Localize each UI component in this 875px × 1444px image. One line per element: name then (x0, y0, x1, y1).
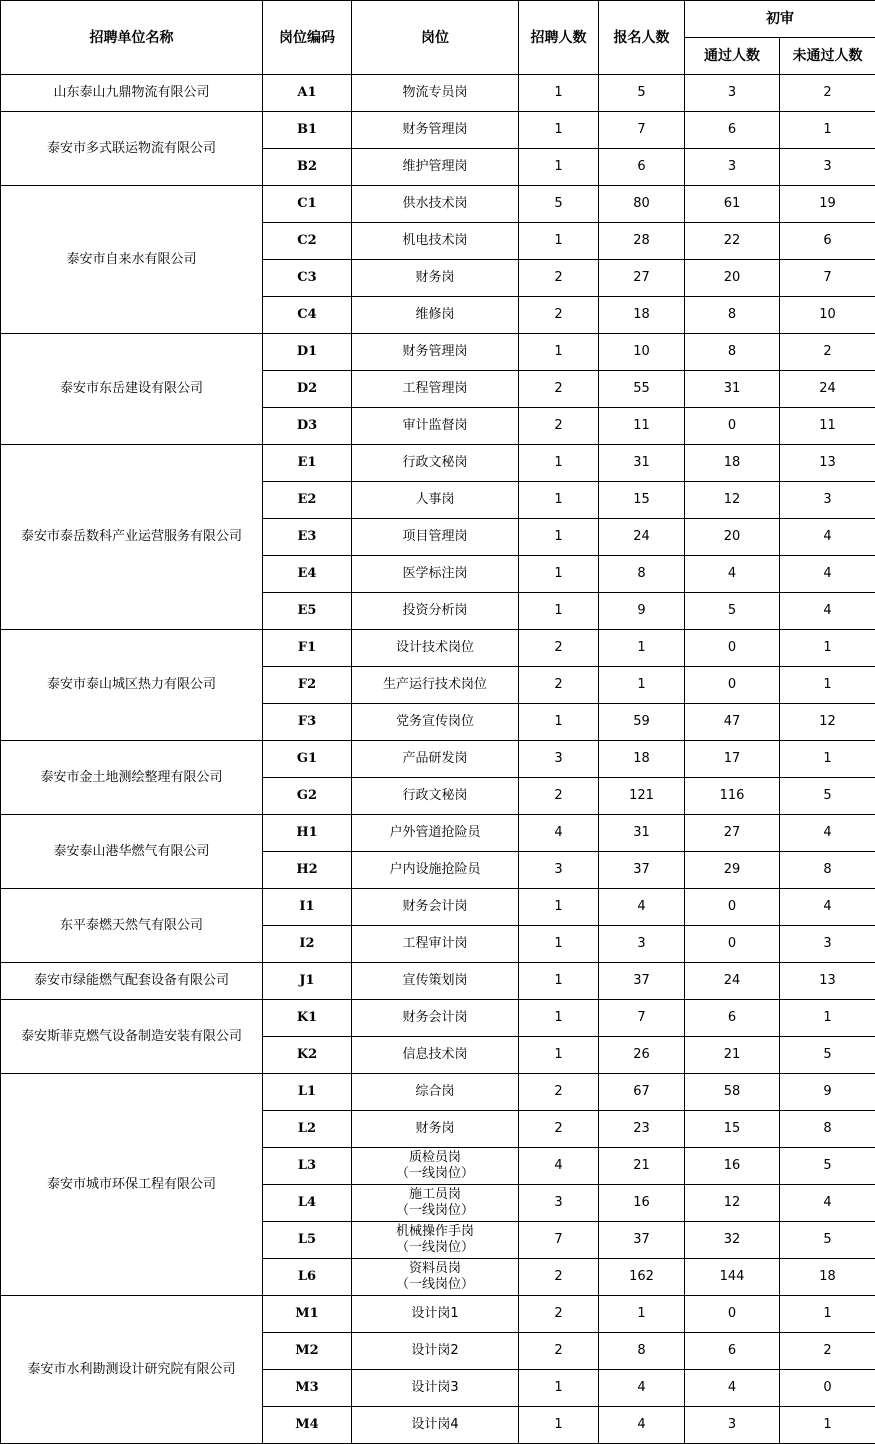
unit-name-cell: 泰安市东岳建设有限公司 (1, 334, 263, 445)
applied-count-cell: 4 (599, 889, 685, 926)
failed-count-cell: 1 (780, 667, 875, 704)
failed-count-cell: 8 (780, 1111, 875, 1148)
table-body (1, 75, 875, 1444)
table-row (1, 741, 875, 778)
passed-count-cell: 6 (685, 112, 780, 149)
recruit-count-cell: 2 (519, 778, 599, 815)
applied-count-cell: 31 (599, 445, 685, 482)
failed-count-cell: 3 (780, 482, 875, 519)
failed-count-cell: 11 (780, 408, 875, 445)
position-name: 产品研发岗 (402, 751, 468, 766)
unit-name-cell: 泰安泰山港华燃气有限公司 (1, 815, 263, 889)
position-code-cell: E1 (263, 445, 352, 482)
position-name: 党务宣传岗位 (395, 714, 474, 729)
failed-count-cell: 1 (780, 630, 875, 667)
position-name: 机械操作手岗 (395, 1224, 474, 1239)
applied-count-cell: 8 (599, 556, 685, 593)
recruit-count-cell: 5 (519, 186, 599, 223)
applied-count-cell: 27 (599, 260, 685, 297)
position-cell (352, 852, 519, 889)
applied-count-cell: 21 (599, 1148, 685, 1185)
recruit-count-cell: 1 (519, 223, 599, 260)
position-name: 设计岗3 (411, 1380, 459, 1395)
applied-count-cell: 24 (599, 519, 685, 556)
position-name: 财务管理岗 (402, 122, 468, 137)
position-name: 户内设施抢险员 (389, 862, 481, 877)
position-cell (352, 556, 519, 593)
failed-count-cell: 3 (780, 926, 875, 963)
position-code-cell: C1 (263, 186, 352, 223)
unit-name-cell: 泰安市泰山城区热力有限公司 (1, 630, 263, 741)
position-cell (352, 1037, 519, 1074)
recruit-count-cell: 1 (519, 963, 599, 1000)
applied-count-cell: 7 (599, 112, 685, 149)
table-row (1, 815, 875, 852)
passed-count-cell: 116 (685, 778, 780, 815)
table-row (1, 963, 875, 1000)
position-code-cell: E2 (263, 482, 352, 519)
position-cell (352, 1111, 519, 1148)
position-cell (352, 75, 519, 112)
position-cell (352, 926, 519, 963)
position-code-cell: H2 (263, 852, 352, 889)
header-applied: 报名人数 (599, 1, 685, 75)
unit-name-cell: 泰安市泰岳数科产业运营服务有限公司 (1, 445, 263, 630)
position-name: 工程管理岗 (402, 381, 468, 396)
position-code-cell: G1 (263, 741, 352, 778)
recruit-count-cell: 1 (519, 704, 599, 741)
position-cell (352, 1259, 519, 1296)
header-position: 岗位 (352, 1, 519, 75)
position-code-cell: L2 (263, 1111, 352, 1148)
passed-count-cell: 3 (685, 75, 780, 112)
recruit-count-cell: 1 (519, 1037, 599, 1074)
applied-count-cell: 18 (599, 297, 685, 334)
position-note: （一线岗位） (395, 1166, 474, 1181)
position-code-cell: L4 (263, 1185, 352, 1222)
position-code-cell: C3 (263, 260, 352, 297)
passed-count-cell: 0 (685, 926, 780, 963)
recruit-count-cell: 2 (519, 1296, 599, 1333)
position-cell (352, 223, 519, 260)
failed-count-cell: 1 (780, 112, 875, 149)
failed-count-cell: 4 (780, 815, 875, 852)
recruit-count-cell: 1 (519, 334, 599, 371)
recruit-count-cell: 2 (519, 1074, 599, 1111)
position-code-cell: E4 (263, 556, 352, 593)
passed-count-cell: 24 (685, 963, 780, 1000)
applied-count-cell: 10 (599, 334, 685, 371)
applied-count-cell: 28 (599, 223, 685, 260)
failed-count-cell: 13 (780, 445, 875, 482)
recruit-count-cell: 1 (519, 519, 599, 556)
failed-count-cell: 4 (780, 1185, 875, 1222)
unit-name-cell: 泰安市水利勘测设计研究院有限公司 (1, 1296, 263, 1444)
passed-count-cell: 58 (685, 1074, 780, 1111)
recruit-count-cell: 2 (519, 667, 599, 704)
recruit-count-cell: 3 (519, 852, 599, 889)
position-name: 行政文秘岗 (402, 455, 468, 470)
applied-count-cell: 1 (599, 630, 685, 667)
position-name: 维护管理岗 (402, 159, 468, 174)
recruit-count-cell: 1 (519, 75, 599, 112)
failed-count-cell: 10 (780, 297, 875, 334)
position-name: 项目管理岗 (402, 529, 468, 544)
position-code-cell: M1 (263, 1296, 352, 1333)
failed-count-cell: 1 (780, 1000, 875, 1037)
table-row (1, 334, 875, 371)
recruit-count-cell: 1 (519, 556, 599, 593)
passed-count-cell: 17 (685, 741, 780, 778)
applied-count-cell: 16 (599, 1185, 685, 1222)
position-cell (352, 1185, 519, 1222)
position-name: 质检员岗 (408, 1150, 461, 1165)
position-code-cell: E5 (263, 593, 352, 630)
applied-count-cell: 6 (599, 149, 685, 186)
applied-count-cell: 15 (599, 482, 685, 519)
passed-count-cell: 32 (685, 1222, 780, 1259)
passed-count-cell: 3 (685, 149, 780, 186)
failed-count-cell: 0 (780, 1370, 875, 1407)
position-code-cell: B2 (263, 149, 352, 186)
failed-count-cell: 24 (780, 371, 875, 408)
recruit-count-cell: 2 (519, 1333, 599, 1370)
passed-count-cell: 61 (685, 186, 780, 223)
applied-count-cell: 7 (599, 1000, 685, 1037)
passed-count-cell: 47 (685, 704, 780, 741)
recruit-count-cell: 1 (519, 149, 599, 186)
position-name: 财务管理岗 (402, 344, 468, 359)
recruit-count-cell: 1 (519, 1407, 599, 1444)
failed-count-cell: 2 (780, 1333, 875, 1370)
table-row (1, 1000, 875, 1037)
position-name: 施工员岗 (408, 1187, 461, 1202)
position-cell (352, 149, 519, 186)
passed-count-cell: 27 (685, 815, 780, 852)
position-code-cell: D3 (263, 408, 352, 445)
passed-count-cell: 0 (685, 667, 780, 704)
passed-count-cell: 4 (685, 1370, 780, 1407)
unit-name-cell: 泰安市金土地测绘整理有限公司 (1, 741, 263, 815)
position-name: 财务岗 (415, 270, 455, 285)
failed-count-cell: 4 (780, 519, 875, 556)
position-name: 财务会计岗 (402, 899, 468, 914)
passed-count-cell: 0 (685, 889, 780, 926)
applied-count-cell: 37 (599, 963, 685, 1000)
header-code: 岗位编码 (263, 1, 352, 75)
recruit-count-cell: 2 (519, 1111, 599, 1148)
recruit-count-cell: 1 (519, 482, 599, 519)
recruit-count-cell: 4 (519, 1148, 599, 1185)
position-code-cell: D2 (263, 371, 352, 408)
unit-name-cell: 东平泰燃天然气有限公司 (1, 889, 263, 963)
failed-count-cell: 1 (780, 741, 875, 778)
position-name: 行政文秘岗 (402, 788, 468, 803)
position-name: 工程审计岗 (402, 936, 468, 951)
position-cell (352, 889, 519, 926)
table-row (1, 445, 875, 482)
position-code-cell: I1 (263, 889, 352, 926)
applied-count-cell: 11 (599, 408, 685, 445)
position-cell (352, 519, 519, 556)
passed-count-cell: 15 (685, 1111, 780, 1148)
position-cell (352, 334, 519, 371)
position-name: 维修岗 (415, 307, 455, 322)
position-name: 生产运行技术岗位 (382, 677, 487, 692)
applied-count-cell: 18 (599, 741, 685, 778)
position-cell (352, 1148, 519, 1185)
unit-name-cell: 泰安市多式联运物流有限公司 (1, 112, 263, 186)
position-code-cell: K2 (263, 1037, 352, 1074)
position-code-cell: J1 (263, 963, 352, 1000)
position-code-cell: C4 (263, 297, 352, 334)
position-code-cell: E3 (263, 519, 352, 556)
position-name: 机电技术岗 (402, 233, 468, 248)
failed-count-cell: 4 (780, 556, 875, 593)
applied-count-cell: 5 (599, 75, 685, 112)
passed-count-cell: 29 (685, 852, 780, 889)
passed-count-cell: 4 (685, 556, 780, 593)
failed-count-cell: 12 (780, 704, 875, 741)
failed-count-cell: 4 (780, 889, 875, 926)
recruit-count-cell: 2 (519, 630, 599, 667)
passed-count-cell: 5 (685, 593, 780, 630)
failed-count-cell: 1 (780, 1296, 875, 1333)
passed-count-cell: 18 (685, 445, 780, 482)
passed-count-cell: 22 (685, 223, 780, 260)
position-code-cell: D1 (263, 334, 352, 371)
applied-count-cell: 1 (599, 667, 685, 704)
position-code-cell: B1 (263, 112, 352, 149)
unit-name-cell: 山东泰山九鼎物流有限公司 (1, 75, 263, 112)
header-unit: 招聘单位名称 (1, 1, 263, 75)
failed-count-cell: 5 (780, 778, 875, 815)
failed-count-cell: 7 (780, 260, 875, 297)
applied-count-cell: 55 (599, 371, 685, 408)
position-cell (352, 1296, 519, 1333)
position-name: 物流专员岗 (402, 85, 468, 100)
position-name: 财务岗 (415, 1121, 455, 1136)
position-code-cell: I2 (263, 926, 352, 963)
failed-count-cell: 19 (780, 186, 875, 223)
table-row (1, 112, 875, 149)
applied-count-cell: 67 (599, 1074, 685, 1111)
position-cell (352, 482, 519, 519)
position-cell (352, 1407, 519, 1444)
header-recruit: 招聘人数 (519, 1, 599, 75)
passed-count-cell: 0 (685, 408, 780, 445)
recruit-count-cell: 1 (519, 593, 599, 630)
position-cell (352, 260, 519, 297)
applied-count-cell: 37 (599, 1222, 685, 1259)
position-cell (352, 1000, 519, 1037)
passed-count-cell: 20 (685, 260, 780, 297)
failed-count-cell: 18 (780, 1259, 875, 1296)
failed-count-cell: 5 (780, 1037, 875, 1074)
recruit-count-cell: 4 (519, 815, 599, 852)
table-row (1, 889, 875, 926)
position-cell (352, 445, 519, 482)
position-name: 宣传策划岗 (402, 973, 468, 988)
recruit-count-cell: 2 (519, 408, 599, 445)
position-name: 供水技术岗 (402, 196, 468, 211)
position-cell (352, 1074, 519, 1111)
position-code-cell: L6 (263, 1259, 352, 1296)
position-cell (352, 741, 519, 778)
recruit-count-cell: 1 (519, 889, 599, 926)
failed-count-cell: 6 (780, 223, 875, 260)
table-row (1, 75, 875, 112)
position-cell (352, 408, 519, 445)
position-cell (352, 815, 519, 852)
position-code-cell: M2 (263, 1333, 352, 1370)
recruit-count-cell: 1 (519, 1370, 599, 1407)
position-cell (352, 1222, 519, 1259)
applied-count-cell: 59 (599, 704, 685, 741)
position-code-cell: M4 (263, 1407, 352, 1444)
applied-count-cell: 3 (599, 926, 685, 963)
position-name: 设计岗2 (411, 1343, 459, 1358)
position-code-cell: L5 (263, 1222, 352, 1259)
failed-count-cell: 8 (780, 852, 875, 889)
position-name: 资料员岗 (408, 1261, 461, 1276)
position-name: 综合岗 (415, 1084, 455, 1099)
position-cell (352, 630, 519, 667)
passed-count-cell: 12 (685, 1185, 780, 1222)
recruit-count-cell: 2 (519, 1259, 599, 1296)
applied-count-cell: 162 (599, 1259, 685, 1296)
position-note: （一线岗位） (395, 1240, 474, 1255)
passed-count-cell: 6 (685, 1333, 780, 1370)
unit-name-cell: 泰安市绿能燃气配套设备有限公司 (1, 963, 263, 1000)
failed-count-cell: 2 (780, 334, 875, 371)
recruit-count-cell: 1 (519, 445, 599, 482)
header-review: 初审 (685, 1, 875, 38)
passed-count-cell: 31 (685, 371, 780, 408)
applied-count-cell: 37 (599, 852, 685, 889)
table-header (1, 1, 875, 75)
position-name: 设计技术岗位 (395, 640, 474, 655)
position-code-cell: G2 (263, 778, 352, 815)
table-row (1, 1296, 875, 1333)
applied-count-cell: 4 (599, 1407, 685, 1444)
failed-count-cell: 5 (780, 1222, 875, 1259)
applied-count-cell: 1 (599, 1296, 685, 1333)
position-note: （一线岗位） (395, 1203, 474, 1218)
recruit-count-cell: 2 (519, 260, 599, 297)
position-code-cell: C2 (263, 223, 352, 260)
applied-count-cell: 9 (599, 593, 685, 630)
position-code-cell: L1 (263, 1074, 352, 1111)
passed-count-cell: 12 (685, 482, 780, 519)
table-row (1, 186, 875, 223)
position-code-cell: M3 (263, 1370, 352, 1407)
unit-name-cell: 泰安斯菲克燃气设备制造安装有限公司 (1, 1000, 263, 1074)
position-cell (352, 963, 519, 1000)
table-row (1, 630, 875, 667)
position-name: 设计岗1 (411, 1306, 459, 1321)
position-cell (352, 778, 519, 815)
position-code-cell: F3 (263, 704, 352, 741)
failed-count-cell: 13 (780, 963, 875, 1000)
position-cell (352, 667, 519, 704)
passed-count-cell: 8 (685, 297, 780, 334)
position-cell (352, 186, 519, 223)
position-code-cell: A1 (263, 75, 352, 112)
recruit-count-cell: 1 (519, 112, 599, 149)
passed-count-cell: 3 (685, 1407, 780, 1444)
passed-count-cell: 144 (685, 1259, 780, 1296)
unit-name-cell: 泰安市自来水有限公司 (1, 186, 263, 334)
failed-count-cell: 5 (780, 1148, 875, 1185)
recruit-count-cell: 1 (519, 1000, 599, 1037)
table-row (1, 1074, 875, 1111)
position-name: 审计监督岗 (402, 418, 468, 433)
position-cell (352, 1370, 519, 1407)
position-name: 投资分析岗 (402, 603, 468, 618)
recruit-count-cell: 7 (519, 1222, 599, 1259)
passed-count-cell: 8 (685, 334, 780, 371)
recruit-count-cell: 3 (519, 741, 599, 778)
passed-count-cell: 21 (685, 1037, 780, 1074)
position-name: 财务会计岗 (402, 1010, 468, 1025)
failed-count-cell: 4 (780, 593, 875, 630)
passed-count-cell: 0 (685, 1296, 780, 1333)
position-code-cell: K1 (263, 1000, 352, 1037)
position-note: （一线岗位） (395, 1277, 474, 1292)
applied-count-cell: 80 (599, 186, 685, 223)
passed-count-cell: 0 (685, 630, 780, 667)
position-name: 设计岗4 (411, 1417, 459, 1432)
position-code-cell: H1 (263, 815, 352, 852)
position-name: 人事岗 (415, 492, 455, 507)
failed-count-cell: 3 (780, 149, 875, 186)
applied-count-cell: 4 (599, 1370, 685, 1407)
position-code-cell: F1 (263, 630, 352, 667)
position-cell (352, 297, 519, 334)
position-cell (352, 704, 519, 741)
unit-name-cell: 泰安市城市环保工程有限公司 (1, 1074, 263, 1296)
recruit-count-cell: 2 (519, 297, 599, 334)
failed-count-cell: 1 (780, 1407, 875, 1444)
position-name: 户外管道抢险员 (389, 825, 481, 840)
passed-count-cell: 16 (685, 1148, 780, 1185)
position-cell (352, 1333, 519, 1370)
applied-count-cell: 121 (599, 778, 685, 815)
position-name: 医学标注岗 (402, 566, 468, 581)
position-code-cell: L3 (263, 1148, 352, 1185)
failed-count-cell: 2 (780, 75, 875, 112)
header-passed: 通过人数 (685, 38, 780, 75)
recruit-count-cell: 3 (519, 1185, 599, 1222)
failed-count-cell: 9 (780, 1074, 875, 1111)
position-code-cell: F2 (263, 667, 352, 704)
passed-count-cell: 20 (685, 519, 780, 556)
applied-count-cell: 26 (599, 1037, 685, 1074)
passed-count-cell: 6 (685, 1000, 780, 1037)
recruit-count-cell: 2 (519, 371, 599, 408)
recruit-count-cell: 1 (519, 926, 599, 963)
position-cell (352, 112, 519, 149)
header-failed: 未通过人数 (780, 38, 875, 75)
applied-count-cell: 31 (599, 815, 685, 852)
position-cell (352, 371, 519, 408)
position-cell (352, 593, 519, 630)
position-name: 信息技术岗 (402, 1047, 468, 1062)
applied-count-cell: 23 (599, 1111, 685, 1148)
applied-count-cell: 8 (599, 1333, 685, 1370)
